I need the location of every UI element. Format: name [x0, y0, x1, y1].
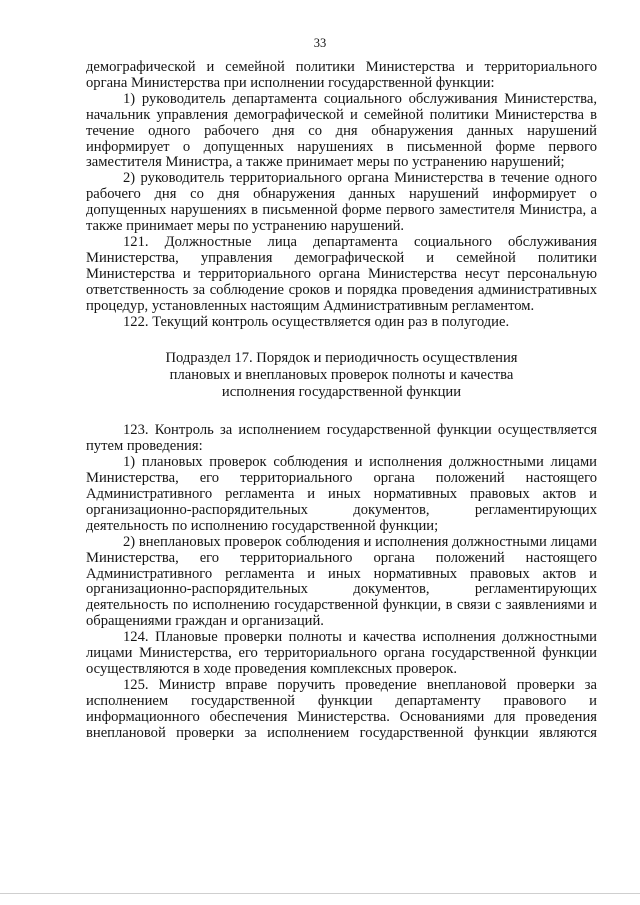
- paragraph-122: 122. Текущий контроль осуществляется один раз в полугодие.: [123, 313, 510, 330]
- paragraph-item-1: 1) руководитель департамента социального обслуживания Министерства, начальник управления демографической и семейной политики Министерства в течение одного рабочего дня со дня обнаружения данных нарушений информирует о допущенных нарушениях в письменной форме первого заместителя Министра, а также принимает меры по устранению нарушений;: [86, 90, 597, 171]
- paragraph-item-2: 2) руководитель территориального органа Министерства в течение одного рабочего дня со дня обнаружения данных нарушений информирует о допущенных нарушениях в письменной форме первого заместителя Министра, а также принимает меры по устранению нарушений.: [86, 170, 597, 235]
- paragraph-continuation: демографической и семейной политики Министерства и территориального органа Министерства при исполнении государственной функции:: [86, 59, 597, 91]
- scan-edge-line: [0, 893, 640, 894]
- section-title: [86, 350, 597, 401]
- document-body: [86, 60, 597, 742]
- paragraph-121: 121. Должностные лица департамента социального обслуживания Министерства, управления демографической и семейной политики Министерства и территориального органа Министерства несут персональную ответственность за соблюдение сроков и порядка проведения административных процедур, установленных настоящим Административным регламентом.: [86, 233, 597, 314]
- paragraph-125: 125. Министр вправе поручить проведение внеплановой проверки за исполнением государственной функции департаменту правового и информационного обеспечения Министерства. Основаниями для проведения внеплановой проверки за исполнением государственной функции являются: [86, 676, 597, 741]
- paragraph-123-item-2: 2) внеплановых проверок соблюдения и исполнения должностными лицами Министерства, его территориального органа положений настоящего Административного регламента и иных нормативных правовых актов и организационно-распорядительных документов, регламентирующих деятельность по исполнению государственной функции, в связи с заявлениями и обращениями граждан и организаций.: [86, 533, 597, 630]
- paragraph-123-item-1: 1) плановых проверок соблюдения и исполнения должностными лицами Министерства, его территориального органа положений настоящего Административного регламента и иных нормативных правовых актов и организационно-распорядительных документов, регламентирующих деятельность по исполнению государственной функции;: [86, 454, 597, 534]
- section-title-line-3: исполнения государственной функции: [221, 384, 462, 401]
- paragraph-124: 124. Плановые проверки полноты и качества исполнения должностными лицами Министерства, его территориального органа государственной функции осуществляются в ходе проведения комплексных проверок.: [86, 629, 597, 677]
- paragraph-123: 123. Контроль за исполнением государственной функции осуществляется путем проведения:: [86, 422, 597, 455]
- section-title-line-1: Подраздел 17. Порядок и периодичность осуществления: [165, 350, 518, 367]
- section-title-line-2: плановых и внеплановых проверок полноты и качества: [169, 367, 514, 384]
- page-number: 33: [313, 36, 327, 50]
